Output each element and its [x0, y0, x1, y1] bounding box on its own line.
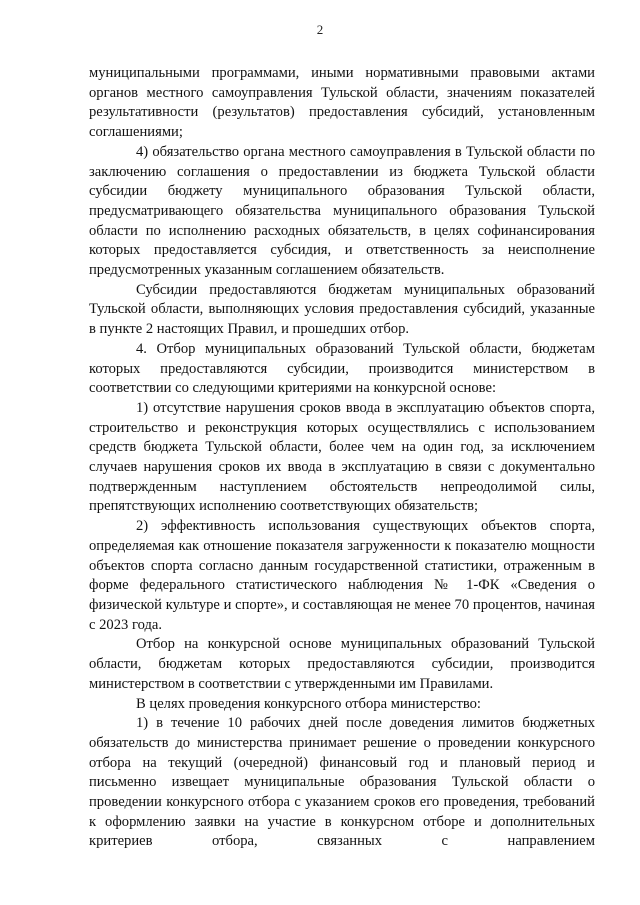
document-body — [89, 64, 595, 852]
paragraph-criterion-1: 1) отсутствие нарушения сроков ввода в эксплуатацию объектов спорта, строительство и реконструкция которых осуществлялись с использованием средств бюджета Тульской области, более чем на один год, за исключением случаев нарушения сроков их ввода в эксплуатацию в связи с документально подтвержденным наступлением обстоятельств непреодолимой силы, препятствующих исполнению соответствующих обязательств; — [89, 399, 595, 515]
paragraph-continuation: муниципальными программами, иными нормативными правовыми актами органов местного самоуправления Тульской области, значениям показателей результативности (результатов) предоставления субсидий, установленным соглашениями; — [89, 65, 595, 141]
paragraph-item-4-obligation: 4) обязательство органа местного самоуправления в Тульской области по заключению соглашения о предоставлении из бюджета Тульской области субсидии бюджету муниципального образования Тульской области, предусматривающего обязательства муниципального образования Тульской области по исполнению расходных обязательств, в целях софинансирования которых предоставляется субсидия, и ответственность за неисполнение предусмотренных указанным соглашением обязательств. — [89, 143, 595, 279]
paragraph-ministry-step-1: 1) в течение 10 рабочих дней после доведения лимитов бюджетных обязательств до министерства принимает решение о проведении конкурсного отбора на текущий (очередной) финансовый год и плановый период и письменно извещает муниципальные образования Тульской области о проведении конкурсного отбора с указанием сроков его проведения, требований к оформлению заявки на участие в конкурсном отборе и дополнительных критериев отбора, связанных с направлением — [89, 715, 595, 850]
paragraph-subsidies-provided: Субсидии предоставляются бюджетам муниципальных образований Тульской области, выполняющих условия предоставления субсидий, указанные в пункте 2 настоящих Правил, и прошедших отбор. — [89, 281, 595, 338]
page-number: 2 — [316, 22, 324, 37]
paragraph-criterion-2: 2) эффективность использования существующих объектов спорта, определяемая как отношение показателя загруженности к показателю мощности объектов спорта согласно данным государственной статистики, отраженным в форме федерального статистического наблюдения № 1-ФК «Сведения о физической культуре и спорте», и составляющая не менее 70 процентов, начиная с 2023 года. — [89, 518, 595, 633]
paragraph-section-4-selection: 4. Отбор муниципальных образований Тульской области, бюджетам которых предоставляются субсидии, производится министерством в соответствии со следующими критериями на конкурсной основе: — [89, 340, 595, 397]
paragraph-competitive-selection: Отбор на конкурсной основе муниципальных образований Тульской области, бюджетам которых предоставляются субсидии, производится министерством в соответствии с утвержденными им Правилами. — [89, 636, 595, 692]
paragraph-ministry-intro: В целях проведения конкурсного отбора министерство: — [136, 695, 481, 712]
